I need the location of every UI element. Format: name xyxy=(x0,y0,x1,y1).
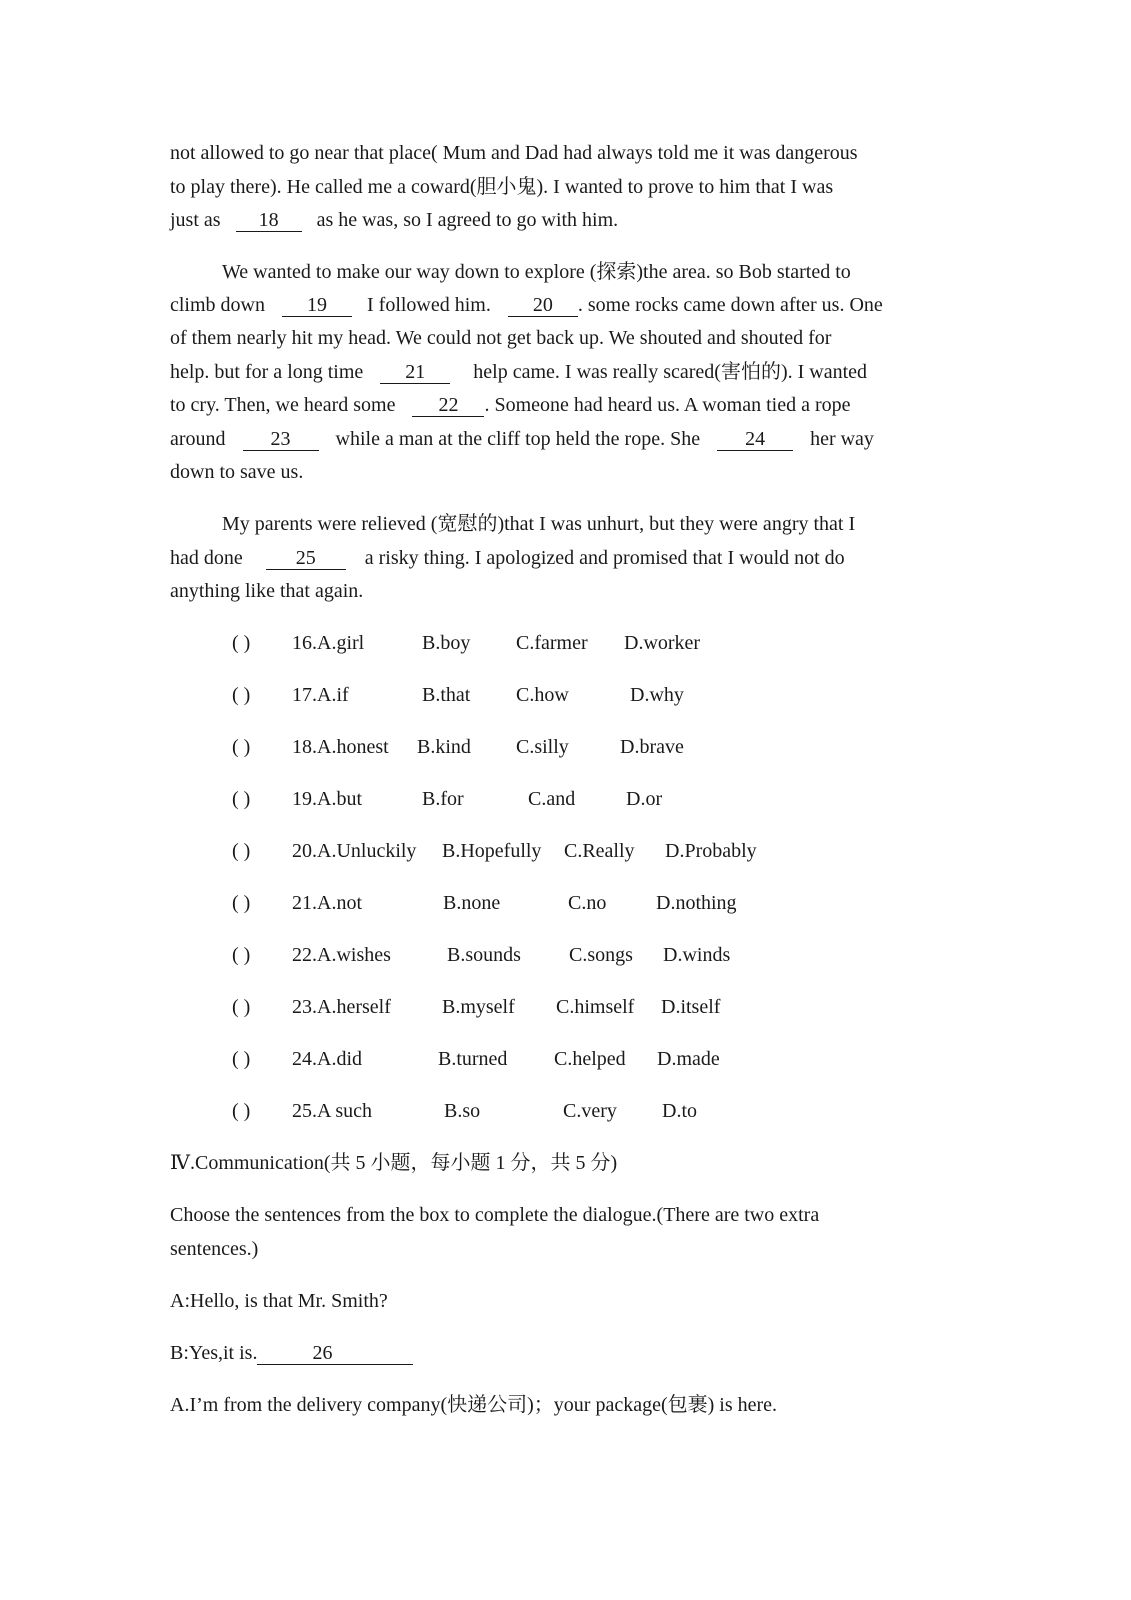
blank-25[interactable]: 25 xyxy=(266,547,346,570)
option-d: D.why xyxy=(630,684,684,706)
blank-23[interactable]: 23 xyxy=(243,428,319,451)
passage-text: I followed him. xyxy=(367,294,491,316)
passage-line xyxy=(170,293,958,317)
passage-text: help came. I was really scared(害怕的). I wanted xyxy=(473,361,868,383)
instruction-text: Choose the sentences from the box to complete the dialogue.(There are two extra xyxy=(170,1204,820,1226)
passage-text: climb down xyxy=(170,294,265,316)
passage-line xyxy=(170,546,958,570)
answer-parens[interactable]: ( ) xyxy=(232,892,251,914)
option-b: B.that xyxy=(422,684,471,706)
blank-19[interactable]: 19 xyxy=(282,294,352,317)
passage-line xyxy=(170,360,958,384)
option-b: B.for xyxy=(422,788,464,810)
answer-parens[interactable]: ( ) xyxy=(232,996,251,1018)
option-b: B.sounds xyxy=(447,944,521,966)
passage-line xyxy=(170,326,958,350)
option-d: D.to xyxy=(662,1100,697,1122)
blank-20[interactable]: 20 xyxy=(508,294,578,317)
option-a: 19.A.but xyxy=(292,788,362,810)
option-c: C.Really xyxy=(564,840,635,862)
passage-text: . some rocks came down after us. One xyxy=(577,294,883,316)
answer-parens[interactable]: ( ) xyxy=(232,840,251,862)
dialogue-text: A.I’m from the delivery company(快递公司)；your package(包裹) is here. xyxy=(170,1394,778,1416)
option-c: C.helped xyxy=(554,1048,626,1070)
option-c: C.songs xyxy=(569,944,633,966)
option-d: D.made xyxy=(657,1048,720,1070)
passage-text: her way xyxy=(810,428,874,450)
option-d: D.brave xyxy=(620,736,684,758)
answer-parens[interactable]: ( ) xyxy=(232,788,251,810)
passage-text: while a man at the cliff top held the rope. She xyxy=(335,428,701,450)
option-d: D.itself xyxy=(661,996,721,1018)
option-a: 24.A.did xyxy=(292,1048,362,1070)
answer-parens[interactable]: ( ) xyxy=(232,1048,251,1070)
option-b: B.myself xyxy=(442,996,515,1018)
option-b: B.boy xyxy=(422,632,471,654)
passage-text: My parents were relieved (宽慰的)that I was unhurt, but they were angry that I xyxy=(222,513,856,535)
passage-text: a risky thing. I apologized and promised that I would not do xyxy=(364,547,845,569)
option-a: 21.A.not xyxy=(292,892,362,914)
option-a: 18.A.honest xyxy=(292,736,389,758)
option-c: C.very xyxy=(563,1100,617,1122)
option-a: 17.A.if xyxy=(292,684,349,706)
option-d: D.Probably xyxy=(665,840,757,862)
passage-text: just as xyxy=(170,209,221,231)
option-a: 20.A.Unluckily xyxy=(292,840,417,862)
passage-text: down to save us. xyxy=(170,461,304,483)
option-b: B.Hopefully xyxy=(442,840,542,862)
passage-line xyxy=(222,260,958,284)
passage-line xyxy=(170,393,958,417)
passage-line xyxy=(170,175,958,199)
passage-text: anything like that again. xyxy=(170,580,364,602)
option-b: B.none xyxy=(443,892,501,914)
passage-line xyxy=(170,141,958,165)
dialogue-text: B:Yes,it is. xyxy=(170,1342,258,1364)
blank-26-number: 26 xyxy=(312,1342,333,1364)
instruction-line xyxy=(170,1237,958,1261)
blank-18[interactable]: 18 xyxy=(236,209,302,232)
passage-line xyxy=(222,512,958,536)
option-b: B.turned xyxy=(438,1048,508,1070)
section-heading-text: Ⅳ.Communication(共 5 小题，每小题 1 分，共 5 分) xyxy=(170,1152,618,1174)
instruction-line xyxy=(170,1203,958,1227)
answer-parens[interactable]: ( ) xyxy=(232,632,251,654)
dialogue-line xyxy=(170,1289,958,1313)
option-b: B.kind xyxy=(417,736,471,758)
passage-text: had done xyxy=(170,547,243,569)
passage-line xyxy=(170,208,958,232)
blank-26[interactable] xyxy=(257,1342,413,1365)
option-c: C.and xyxy=(528,788,576,810)
option-d: D.worker xyxy=(624,632,701,654)
dialogue-line xyxy=(170,1393,958,1417)
passage-text: help. but for a long time xyxy=(170,361,364,383)
option-a: 25.A such xyxy=(292,1100,372,1122)
passage-line xyxy=(170,579,958,603)
answer-parens[interactable]: ( ) xyxy=(232,1100,251,1122)
dialogue-line xyxy=(170,1341,958,1365)
passage-line xyxy=(170,427,958,451)
blank-21[interactable]: 21 xyxy=(380,361,450,384)
passage-text: as he was, so I agreed to go with him. xyxy=(316,209,619,231)
option-d: D.nothing xyxy=(656,892,737,914)
dialogue-text: A:Hello, is that Mr. Smith? xyxy=(170,1290,388,1312)
section-heading xyxy=(170,1151,958,1175)
option-c: C.silly xyxy=(516,736,569,758)
passage-text: around xyxy=(170,428,226,450)
passage-text: . Someone had heard us. A woman tied a rope xyxy=(484,394,851,416)
option-c: C.farmer xyxy=(516,632,588,654)
option-d: D.or xyxy=(626,788,663,810)
passage-line xyxy=(170,460,958,484)
option-c: C.how xyxy=(516,684,569,706)
passage-text: to cry. Then, we heard some xyxy=(170,394,396,416)
option-a: 23.A.herself xyxy=(292,996,391,1018)
blank-24[interactable]: 24 xyxy=(717,428,793,451)
option-b: B.so xyxy=(444,1100,481,1122)
blank-22[interactable]: 22 xyxy=(412,394,484,417)
answer-parens[interactable]: ( ) xyxy=(232,944,251,966)
answer-parens[interactable]: ( ) xyxy=(232,684,251,706)
passage-text: We wanted to make our way down to explore (探索)the area. so Bob started to xyxy=(222,261,851,283)
option-a: 16.A.girl xyxy=(292,632,365,654)
passage-text: to play there). He called me a coward(胆小鬼). I wanted to prove to him that I was xyxy=(170,176,834,198)
passage-text: not allowed to go near that place( Mum and Dad had always told me it was dangerous xyxy=(170,142,858,164)
option-d: D.winds xyxy=(663,944,731,966)
option-c: C.no xyxy=(568,892,607,914)
option-a: 22.A.wishes xyxy=(292,944,391,966)
answer-parens[interactable]: ( ) xyxy=(232,736,251,758)
passage-text: of them nearly hit my head. We could not get back up. We shouted and shouted for xyxy=(170,327,832,349)
instruction-text: sentences.) xyxy=(170,1238,259,1260)
option-c: C.himself xyxy=(556,996,635,1018)
